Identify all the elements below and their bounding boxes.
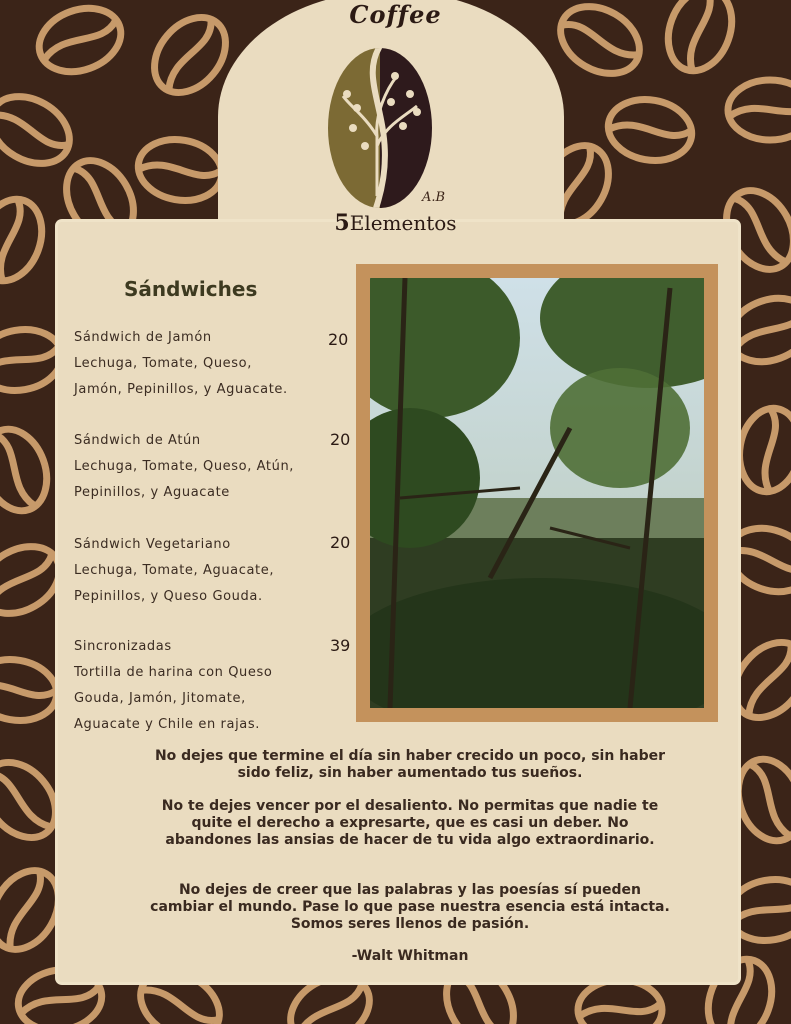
item-description: Aguacate y Chile en rajas. [74, 717, 260, 732]
initials-signature: A.B [422, 190, 446, 205]
photo-frame [356, 264, 718, 722]
menu-item [74, 428, 374, 506]
quote-paragraph-3: No dejes de creer que las palabras y las poesías sí pueden cambiar el mundo. Pase lo que pase nuestra esencia está intacta. Somos seres llenos de pasión. [150, 882, 670, 932]
item-name: Sándwich de Atún [74, 433, 201, 448]
item-name: Sándwich Vegetariano [74, 537, 231, 552]
item-description: Lechuga, Tomate, Queso, [74, 356, 252, 371]
item-description: Jamón, Pepinillos, y Aguacate. [74, 382, 288, 397]
brand-name [0, 210, 791, 236]
coffee-script-title: Coffee [349, 0, 442, 29]
brand-number: 5 [334, 210, 350, 236]
item-description: Gouda, Jamón, Jitomate, [74, 691, 246, 706]
item-name: Sándwich de Jamón [74, 330, 212, 345]
section-title: Sándwiches [124, 277, 258, 301]
item-description: Tortilla de harina con Queso [74, 665, 273, 680]
item-description: Lechuga, Tomate, Queso, Atún, [74, 459, 295, 474]
item-price: 20 [330, 430, 351, 449]
quote-paragraph-2: No te dejes vencer por el desaliento. No permitas que nadie te quite el derecho a expresarte, que es casi un deber. No abandones las ansias de hacer de tu vida algo extraordinario. [161, 798, 659, 848]
item-name: Sincronizadas [74, 639, 172, 654]
item-price: 20 [328, 330, 349, 349]
item-description: Pepinillos, y Queso Gouda. [74, 589, 263, 604]
item-description: Pepinillos, y Aguacate [74, 485, 230, 500]
brand-word: Elementos [349, 211, 457, 235]
menu-item [74, 532, 374, 610]
forest-photo [370, 278, 704, 708]
item-price: 20 [330, 533, 351, 552]
coffee-bean-tree-logo [325, 46, 435, 211]
item-description: Lechuga, Tomate, Aguacate, [74, 563, 275, 578]
quote-author: -Walt Whitman [351, 948, 469, 964]
quote-paragraph-1: No dejes que termine el día sin haber crecido un poco, sin haber sido feliz, sin haber aumentado tus sueños. [154, 748, 666, 781]
menu-item [74, 634, 374, 738]
item-price: 39 [330, 636, 351, 655]
